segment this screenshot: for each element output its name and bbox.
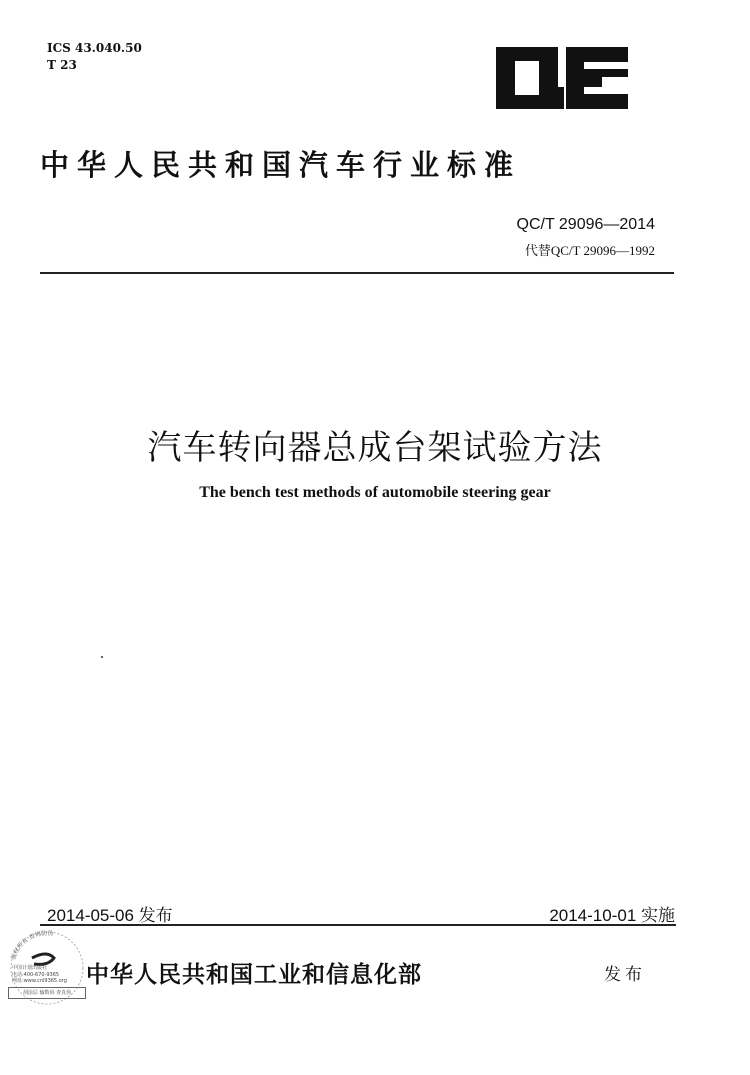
stamp-note: 刮涂层 输数码 查真伪 [8,987,86,999]
qc-logo-icon [496,47,628,115]
issue-date: 2014-05-06 发布 [47,906,173,925]
scan-speck [101,656,103,658]
document-title-chinese: 汽车转向器总成台架试验方法 [147,428,603,468]
svg-text:版权所有 查询防伪 [9,929,54,961]
ics-code: ICS 43.040.50 [47,41,142,55]
standard-number: QC/T 29096—2014 [516,216,655,233]
classification-code: T 23 [47,58,77,72]
replaced-standard: 代替QC/T 29096—1992 [524,243,655,258]
stamp-url: 网址:www.cnl9365.org [12,978,67,984]
stamp-phone: 电话:400-670-9365 [12,971,60,978]
stamp-ring-text: 版权所有 查询防伪 [10,929,54,961]
issuing-ministry: 中华人民共和国工业和信息化部 [86,961,422,988]
implementation-date: 2014-10-01 实施 [549,906,675,925]
stamp-org: 中国计划出版社 [12,965,48,971]
document-title-english: The bench test methods of automobile steering gear [199,484,551,501]
document-code-block [47,40,142,74]
industry-standard-title: 中华人民共和国汽车行业标准 [40,148,522,182]
bottom-divider [40,924,676,926]
issuing-action: 发布 [604,965,646,985]
stamp-details [12,965,86,985]
top-divider [40,272,674,274]
